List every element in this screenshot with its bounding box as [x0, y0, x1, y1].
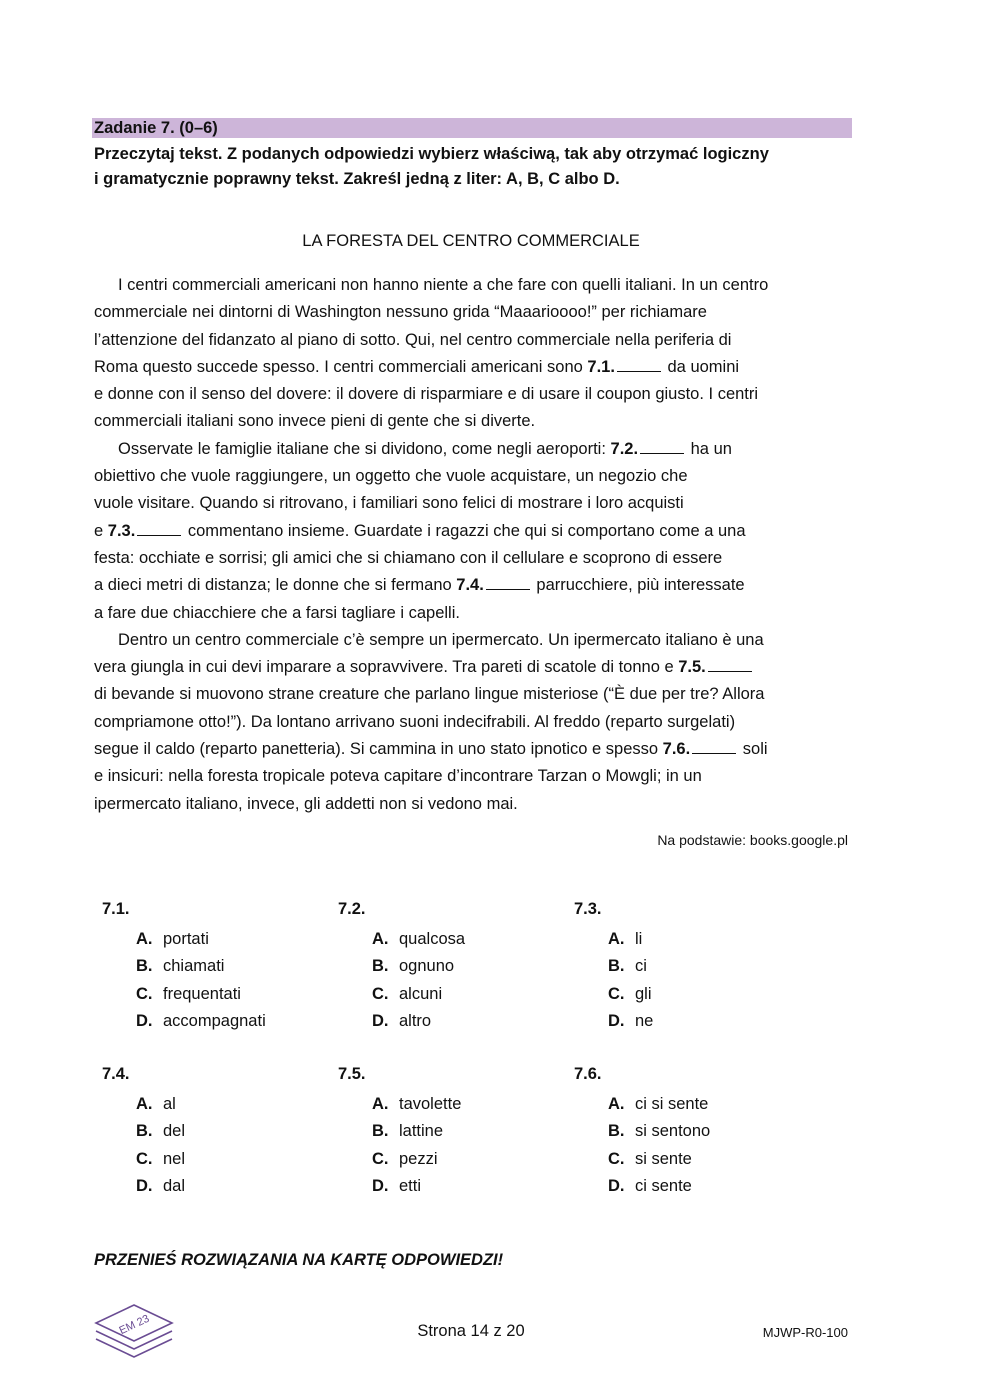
answer-option[interactable] — [136, 926, 322, 953]
answer-option[interactable] — [372, 1091, 558, 1118]
option-letter: A. — [608, 1095, 625, 1113]
text-line — [94, 463, 864, 490]
gap-blank — [137, 522, 181, 536]
gap-blank — [692, 740, 736, 754]
option-text: pezzi — [399, 1149, 438, 1168]
text-line — [94, 381, 864, 408]
option-letter: A. — [136, 930, 153, 948]
question-5 — [338, 1064, 558, 1200]
option-letter: A. — [372, 930, 389, 948]
option-letter: A. — [136, 1095, 153, 1113]
text-line — [94, 709, 864, 736]
text-line — [94, 272, 864, 299]
text-segment: e — [94, 521, 108, 540]
option-text: ci si sente — [635, 1095, 709, 1113]
option-letter: C. — [136, 984, 153, 1003]
option-letter: D. — [608, 1176, 625, 1195]
text-line — [94, 600, 864, 627]
option-text: al — [163, 1095, 176, 1113]
question-number: 7.3. — [574, 900, 602, 918]
text-segment: ha un — [686, 439, 732, 458]
text-line — [94, 299, 864, 326]
option-letter: B. — [608, 957, 625, 976]
option-letter: D. — [136, 1011, 153, 1030]
option-letter: C. — [372, 984, 389, 1003]
task-heading: Zadanie 7. (0–6) — [92, 118, 852, 138]
option-letter: A. — [608, 930, 625, 948]
answer-option[interactable] — [372, 1146, 558, 1173]
text-segment: l’attenzione del fidanzato al piano di sotto. Qui, nel centro commerciale nella periferia di — [94, 330, 732, 349]
text-line — [94, 681, 864, 708]
answer-option[interactable] — [372, 953, 558, 980]
gap-number: 7.4. — [456, 576, 484, 595]
option-text: lattine — [399, 1122, 444, 1141]
answer-option[interactable] — [372, 1118, 558, 1145]
option-text: frequentati — [163, 984, 241, 1003]
answer-option[interactable] — [136, 1008, 322, 1035]
answer-option[interactable] — [608, 926, 794, 953]
gap-number: 7.5. — [678, 658, 706, 677]
answer-option[interactable] — [136, 1091, 322, 1118]
exam-code: MJWP-R0-100 — [762, 1325, 848, 1340]
option-letter: B. — [136, 1122, 153, 1141]
text-segment: Osservate le famiglie italiane che si dividono, come negli aeroporti: — [118, 439, 611, 458]
text-segment: Dentro un centro commerciale c’è sempre un ipermercato. Un ipermercato italiano è una — [118, 630, 764, 649]
instruction-line: Przeczytaj tekst. Z podanych odpowiedzi wybierz właściwą, tak aby otrzymać logiczny — [94, 145, 769, 163]
option-letter: C. — [372, 1149, 389, 1168]
text-segment: Roma questo succede spesso. I centri commerciali americani sono — [94, 357, 588, 376]
text-segment: obiettivo che vuole raggiungere, un oggetto che vuole acquistare, un negozio che — [94, 467, 688, 486]
option-text: tavolette — [399, 1095, 462, 1113]
text-line — [94, 736, 864, 763]
text-segment: e donne con il senso del dovere: il dovere di risparmiare e di usare il coupon giusto. I centri — [94, 385, 759, 404]
gap-blank — [486, 576, 530, 590]
option-text: etti — [399, 1176, 422, 1195]
option-letter: B. — [136, 957, 153, 976]
answer-option[interactable] — [136, 1146, 322, 1173]
option-letter: B. — [608, 1122, 625, 1141]
text-segment: soli — [738, 740, 768, 759]
option-letter: C. — [608, 984, 625, 1003]
answer-option[interactable] — [136, 1118, 322, 1145]
text-line — [94, 763, 864, 790]
answer-option[interactable] — [372, 1008, 558, 1035]
option-text: chiamati — [163, 957, 225, 976]
question-4 — [102, 1064, 322, 1200]
logo-text: EM 23 — [117, 1312, 152, 1338]
answer-option[interactable] — [608, 1091, 794, 1118]
text-title: LA FORESTA DEL CENTRO COMMERCIALE — [302, 232, 640, 250]
option-letter: D. — [372, 1176, 389, 1195]
option-letter: A. — [372, 1095, 389, 1113]
transfer-notice: PRZENIEŚ ROZWIĄZANIA NA KARTĘ ODPOWIEDZI! — [94, 1251, 504, 1269]
option-letter: D. — [608, 1011, 625, 1030]
answer-option[interactable] — [136, 953, 322, 980]
answer-option[interactable] — [372, 926, 558, 953]
text-line — [94, 327, 864, 354]
instruction-line: i gramatycznie poprawny tekst. Zakreśl jedną z liter: A, B, C albo D. — [94, 170, 620, 188]
option-text: nel — [163, 1149, 186, 1168]
text-segment: commentano insieme. Guardate i ragazzi che qui si comportano come a una — [183, 521, 746, 540]
text-segment: di bevande si muovono strane creature che parlano lingue misteriose (“È due per tre? Allora — [94, 685, 765, 704]
answer-option[interactable] — [136, 1173, 322, 1200]
answer-option[interactable] — [372, 981, 558, 1008]
text-line — [94, 627, 864, 654]
option-text: accompagnati — [163, 1011, 266, 1030]
option-letter: B. — [372, 957, 389, 976]
option-letter: D. — [372, 1011, 389, 1030]
question-2 — [338, 899, 558, 1035]
question-number: 7.1. — [102, 900, 130, 918]
question-3 — [574, 899, 794, 1035]
option-text: portati — [163, 930, 209, 948]
option-letter: C. — [608, 1149, 625, 1168]
text-line — [94, 490, 864, 517]
gap-blank — [640, 440, 684, 454]
text-line — [94, 408, 864, 435]
option-text: ognuno — [399, 957, 455, 976]
option-text: altro — [399, 1011, 432, 1030]
gap-number: 7.1. — [587, 357, 615, 376]
option-text: ci sente — [635, 1176, 692, 1195]
text-segment: commerciale nei dintorni di Washington nessuno grida “Maaarioooo!” per richiamare — [94, 303, 707, 322]
question-number: 7.6. — [574, 1065, 602, 1083]
option-text: alcuni — [399, 984, 443, 1003]
answer-option[interactable] — [608, 1008, 794, 1035]
gap-blank — [708, 658, 752, 672]
text-segment: vera giungla in cui devi imparare a sopravvivere. Tra pareti di scatole di tonno e — [94, 658, 679, 677]
text-segment: compriamone otto!”). Da lontano arrivano suoni indecifrabili. Al freddo (reparto surgelati) — [94, 712, 736, 731]
text-segment: a fare due chiacchiere che a farsi tagliare i capelli. — [94, 603, 460, 622]
answer-option[interactable] — [608, 981, 794, 1008]
answer-option[interactable] — [372, 1173, 558, 1200]
question-1 — [102, 899, 322, 1035]
option-text: qualcosa — [399, 930, 466, 948]
text-body — [94, 272, 864, 818]
option-text: si sente — [635, 1149, 692, 1168]
option-letter: B. — [372, 1122, 389, 1141]
text-segment: e insicuri: nella foresta tropicale poteva capitare d’incontrare Tarzan o Mowgli; in un — [94, 767, 702, 786]
text-line — [94, 572, 864, 599]
text-segment: da uomini — [662, 357, 740, 376]
option-letter: D. — [136, 1176, 153, 1195]
text-line — [94, 654, 864, 681]
question-number: 7.2. — [338, 900, 366, 918]
text-segment: segue il caldo (reparto panetteria). Si cammina in uno stato ipnotico e spesso — [94, 740, 663, 759]
gap-number: 7.6. — [662, 740, 691, 759]
answer-option[interactable] — [608, 953, 794, 980]
question-number: 7.4. — [102, 1065, 130, 1083]
text-line — [94, 518, 864, 545]
option-text: del — [163, 1122, 186, 1141]
question-number: 7.5. — [338, 1065, 366, 1083]
text-line — [94, 791, 864, 818]
gap-number: 7.2. — [610, 439, 639, 458]
option-letter: C. — [136, 1149, 153, 1168]
option-text: dal — [163, 1176, 186, 1195]
text-segment: I centri commerciali americani non hanno niente a che fare con quelli italiani. In un centro — [118, 276, 769, 294]
text-segment: parrucchiere, più interessate — [531, 576, 745, 595]
text-segment: ipermercato italiano, invece, gli addetti non si vedono mai. — [94, 794, 518, 813]
text-segment: vuole visitare. Quando si ritrovano, i familiari sono felici di mostrare i loro acquisti — [94, 494, 684, 513]
gap-number: 7.3. — [107, 521, 136, 540]
option-text: ci — [635, 957, 647, 976]
task-instruction — [94, 142, 864, 192]
gap-blank — [617, 358, 661, 372]
text-line — [94, 545, 864, 572]
text-line — [94, 436, 864, 463]
text-segment: a dieci metri di distanza; le donne che si fermano — [94, 576, 457, 595]
text-segment: commerciali italiani sono invece pieni di gente che si diverte. — [94, 412, 536, 431]
page-number: Strona 14 z 20 — [417, 1322, 525, 1340]
option-text: si sentono — [635, 1122, 711, 1141]
text-source: Na podstawie: books.google.pl — [657, 832, 848, 848]
question-6 — [574, 1064, 794, 1200]
text-line — [94, 354, 864, 381]
option-text: gli — [635, 984, 652, 1003]
answer-option[interactable] — [136, 981, 322, 1008]
option-text: ne — [635, 1011, 654, 1030]
answer-option[interactable] — [608, 1173, 794, 1200]
text-segment: festa: occhiate e sorrisi; gli amici che si chiamano con il cellulare e scoprono di essere — [94, 548, 723, 567]
answer-option[interactable] — [608, 1146, 794, 1173]
answer-option[interactable] — [608, 1118, 794, 1145]
option-text: li — [635, 930, 643, 948]
